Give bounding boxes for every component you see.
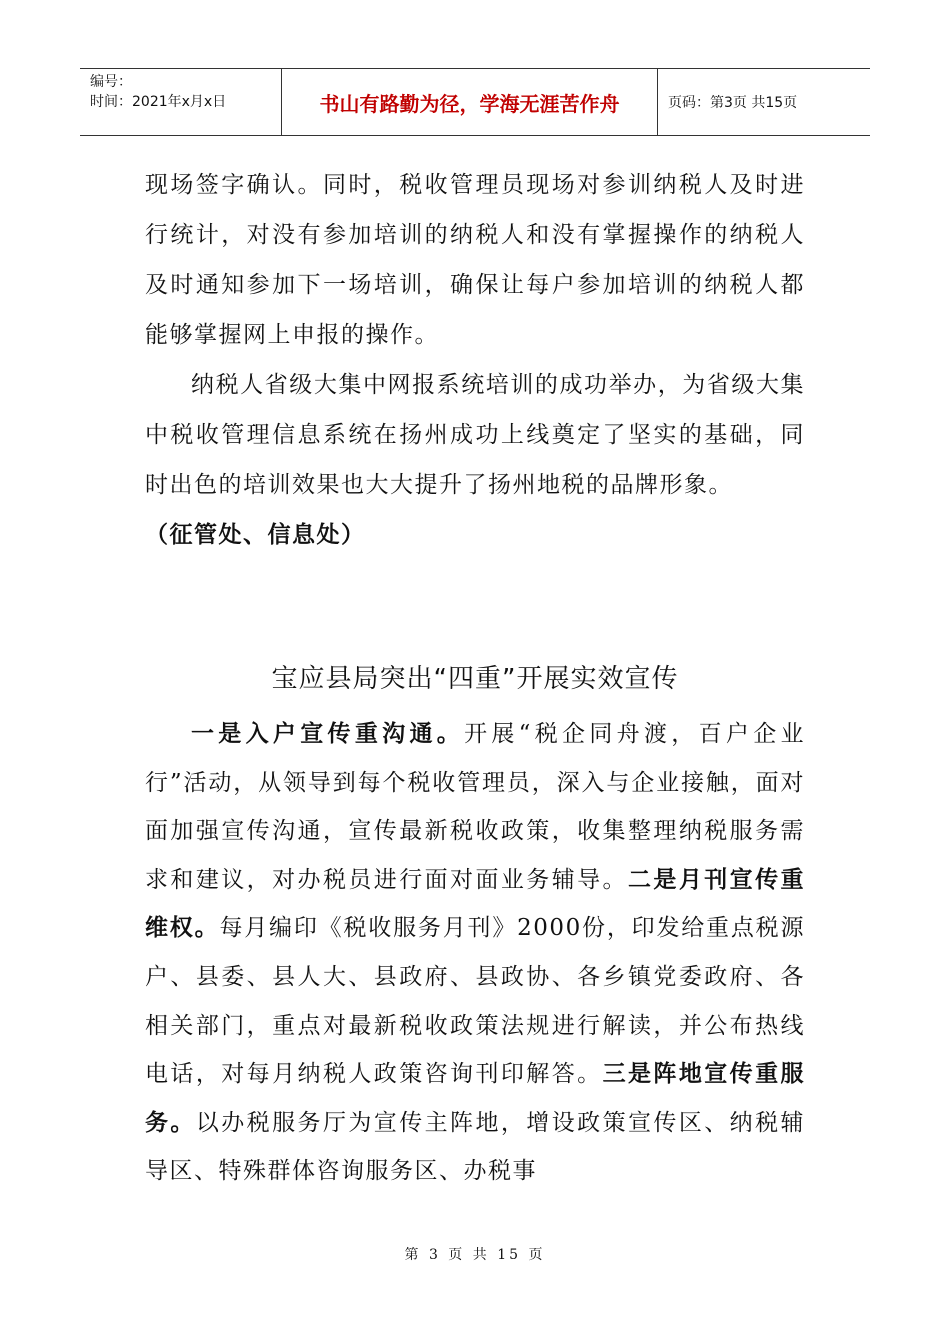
section-continued bbox=[145, 160, 805, 560]
point-text: 每月编印《税收服务月刊》2000份，印发给重点税源户、县委、县人大、县政府、县政协、各乡镇党委政府、各相关部门，重点对最新税收政策法规进行解读，并公布热线电话，对每月纳税人政策咨询刊印解答。 bbox=[145, 915, 805, 1088]
document-number: 编号： bbox=[90, 74, 132, 90]
paragraph: 现场签字确认。同时，税收管理员现场对参训纳税人及时进行统计，对没有参加培训的纳税人和没有掌握操作的纳税人及时通知参加下一场培训，确保让每户参加培训的纳税人都能够掌握网上申报的操作。 bbox=[145, 172, 805, 348]
point-heading: 一是入户宣传重沟通。 bbox=[191, 720, 465, 747]
page-header bbox=[80, 68, 870, 136]
header-meta bbox=[80, 69, 282, 135]
page-footer: 第 3 页 共 15 页 bbox=[404, 1247, 546, 1263]
paragraph: 纳税人省级大集中网报系统培训的成功举办，为省级大集中税收管理信息系统在扬州成功上线奠定了坚实的基础，同时出色的培训效果也大大提升了扬州地税的品牌形象。 bbox=[145, 372, 805, 498]
header-page-info: 页码：第3页 共15页 bbox=[668, 95, 798, 111]
point-text: 开展“税企同舟渡，百户企业行”活动，从领导到每个税收管理员，深入与企业接触，面对面加强宣传沟通，宣传最新税收政策，收集整理纳税服务需求和建议，对办税员进行面对面业务辅导。 bbox=[145, 721, 805, 893]
header-motto: 书山有路勤为径，学海无涯苦作舟 bbox=[282, 69, 658, 135]
point-text: 以办税服务厅为宣传主阵地，增设政策宣传区、纳税辅导区、特殊群体咨询服务区、办税事 bbox=[145, 1109, 806, 1185]
point-heading: 三是阵地宣传重服务。 bbox=[145, 1060, 806, 1136]
article-body bbox=[145, 710, 805, 1196]
paragraph bbox=[145, 710, 805, 1196]
article-title: 宝应县局突出“四重”开展实效宣传 bbox=[271, 664, 679, 694]
signature: （征管处、信息处） bbox=[145, 521, 366, 548]
point-heading: 二是月刊宣传重维权。 bbox=[145, 865, 806, 942]
document-time: 时间：2021年x月x日 bbox=[90, 94, 227, 110]
